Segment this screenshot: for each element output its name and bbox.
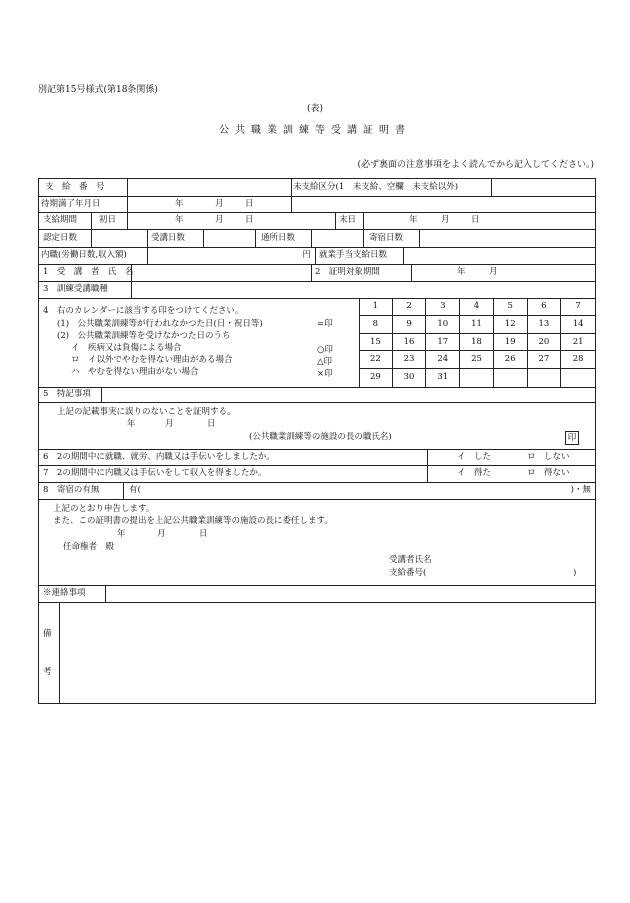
- calendar-day-cell[interactable]: 3: [426, 298, 460, 316]
- year-label: 年: [175, 199, 184, 209]
- calendar-day-cell[interactable]: 17: [426, 334, 460, 352]
- shugyo-teate-field[interactable]: [403, 247, 595, 264]
- naishoku-field[interactable]: [147, 247, 316, 264]
- label-cell: [39, 264, 132, 281]
- label-cell: [311, 264, 412, 281]
- day-label: 日: [245, 215, 254, 225]
- yen-unit: 円: [302, 250, 311, 260]
- label-cell: [39, 387, 102, 402]
- day-label: 日: [207, 419, 216, 429]
- calendar-day-cell[interactable]: 29: [359, 369, 393, 387]
- calendar-grid: [359, 298, 595, 387]
- row-naishoku: [39, 247, 595, 265]
- juko-nissu-field[interactable]: [203, 229, 256, 247]
- year-label: 年: [117, 529, 126, 539]
- label-cell: [255, 229, 312, 247]
- tokki-label: 5 特記事項: [43, 389, 91, 399]
- taiki-date-field[interactable]: [127, 196, 292, 212]
- taiki-label: 待期満了年月日: [41, 199, 101, 209]
- ninmeiken-label: 任命権者 殿: [63, 542, 115, 552]
- label-cell: [39, 482, 124, 499]
- label-cell: [39, 281, 132, 298]
- calendar-day-cell[interactable]: 16: [393, 334, 427, 352]
- instruction-note: (必ず裏面の注意事項をよく読んでから記入してください。): [357, 160, 594, 170]
- q6-answer[interactable]: [427, 449, 595, 465]
- calendar-day-cell[interactable]: 18: [460, 334, 494, 352]
- calendar-day-cell[interactable]: 12: [494, 316, 528, 334]
- triangle-mark-label: △印: [317, 357, 333, 367]
- matsujitsu-label: 末日: [339, 215, 357, 225]
- calendar-day-cell[interactable]: 23: [393, 351, 427, 369]
- jukosha-shimei-field[interactable]: [131, 264, 312, 281]
- biko-char-2: 考: [43, 667, 52, 677]
- row-renraku: [39, 585, 595, 603]
- calendar-day-cell[interactable]: 9: [393, 316, 427, 334]
- calendar-item-ro: ロ イ以外でやむを得ない理由がある場合: [71, 355, 233, 365]
- calendar-day-cell[interactable]: 26: [494, 351, 528, 369]
- shomei-taisho-field[interactable]: [411, 264, 595, 281]
- q8-answer[interactable]: [123, 482, 595, 499]
- day-label: 日: [245, 199, 254, 209]
- certification-area: [39, 402, 595, 450]
- shikyu-bango-label: 支 給 番 号: [45, 182, 105, 192]
- question-cell: [39, 465, 428, 482]
- calendar-day-cell[interactable]: 6: [528, 298, 562, 316]
- row-shikyu-kikan: [39, 212, 595, 230]
- juko-nissu-label: 受講日数: [151, 233, 186, 243]
- question-cell: [39, 449, 428, 465]
- kunren-shokushu-field[interactable]: [131, 281, 595, 298]
- month-label: 月: [215, 215, 224, 225]
- label-cell: [39, 229, 92, 247]
- jukosha-shimei-label: 1 受 講 者 氏 名: [43, 267, 134, 277]
- month-label: 月: [165, 419, 174, 429]
- certificate-form: [38, 178, 596, 704]
- calendar-day-cell[interactable]: [494, 369, 528, 387]
- declaration-line1: 上記のとおり申告します。: [53, 504, 155, 514]
- label-cell: [147, 229, 204, 247]
- calendar-day-cell[interactable]: 25: [460, 351, 494, 369]
- jukosha-name-label: 受講者氏名: [389, 555, 432, 565]
- biko-label-cell: [39, 602, 60, 703]
- seal-mark: 印: [565, 431, 579, 445]
- calendar-day-cell[interactable]: 31: [426, 369, 460, 387]
- calendar-day-cell[interactable]: [528, 369, 562, 387]
- year-label: 年: [175, 215, 184, 225]
- label-cell: [39, 179, 128, 196]
- row-tokki: [39, 387, 595, 403]
- declaration-area: [39, 499, 595, 586]
- calendar-day-cell[interactable]: 21: [561, 334, 595, 352]
- calendar-item1: (1) 公共職業訓練等が行われなかつた日(日・祝日等): [57, 319, 263, 329]
- mishikyu-label-cell: [291, 179, 492, 196]
- year-label: 年: [409, 215, 418, 225]
- calendar-day-cell[interactable]: 7: [561, 298, 595, 316]
- row-shokushu: [39, 281, 595, 299]
- q8-ari[interactable]: 有(: [129, 485, 141, 495]
- q6-option-b[interactable]: ロ しない: [527, 452, 570, 462]
- day-label: 日: [471, 215, 480, 225]
- shikyu-bango-field[interactable]: [127, 179, 292, 196]
- biko-field[interactable]: [59, 602, 595, 703]
- shikyu-bango-label: 支給番号(: [389, 568, 427, 578]
- label-cell: [39, 585, 106, 602]
- calendar-day-cell[interactable]: 19: [494, 334, 528, 352]
- row-biko: [39, 602, 595, 703]
- close-paren: ): [573, 568, 577, 578]
- equal-mark-label: =印: [317, 319, 333, 329]
- mishikyu-kubun-label: 未支給区分(1 未支給、空欄 未支給以外): [293, 182, 459, 192]
- q6-option-a[interactable]: イ した: [457, 452, 492, 462]
- mishikyu-field[interactable]: [491, 179, 595, 196]
- calendar-day-cell[interactable]: 8: [359, 316, 393, 334]
- form-number-label: 別記第15号様式(第18条関係): [38, 85, 158, 95]
- row-q8: [39, 482, 595, 500]
- calendar-day-cell[interactable]: 22: [359, 351, 393, 369]
- calendar-day-cell[interactable]: 4: [460, 298, 494, 316]
- certify-text: 上記の記載事実に誤りのないことを証明する。: [57, 407, 236, 417]
- calendar-instruction: 4 右のカレンダーに該当する印をつけてください。: [43, 306, 244, 316]
- tsusho-nissu-label: 通所日数: [261, 233, 296, 243]
- shisetsu-cho-label: (公共職業訓練等の施設の長の職氏名): [249, 432, 392, 442]
- calendar-day-cell[interactable]: 11: [460, 316, 494, 334]
- month-label: 月: [215, 199, 224, 209]
- day-label: 日: [199, 529, 208, 539]
- tsusho-nissu-field[interactable]: [311, 229, 364, 247]
- label-cell: [363, 229, 420, 247]
- calendar-section: [39, 298, 595, 388]
- calendar-item-ha: ハ やむを得ない理由がない場合: [71, 367, 199, 377]
- calendar-day-cell[interactable]: 27: [528, 351, 562, 369]
- label-cell: [39, 212, 92, 229]
- year-label: 年: [457, 267, 466, 277]
- row-q7: [39, 465, 595, 483]
- label-cell: [91, 212, 128, 229]
- month-label: 月: [489, 267, 498, 277]
- calendar-day-cell[interactable]: 1: [359, 298, 393, 316]
- month-label: 月: [441, 215, 450, 225]
- calendar-day-cell[interactable]: 14: [561, 316, 595, 334]
- kishuku-nissu-label: 寄宿日数: [369, 233, 404, 243]
- q7-option-b[interactable]: ロ 得ない: [527, 468, 570, 478]
- calendar-day-cell[interactable]: 24: [426, 351, 460, 369]
- declaration-line2: また、この証明書の提出を上記公共職業訓練等の施設の長に委任します。: [53, 516, 333, 526]
- row-shimei: [39, 264, 595, 282]
- calendar-day-cell[interactable]: 28: [561, 351, 595, 369]
- q8-nashi[interactable]: )・無: [570, 485, 591, 495]
- shomei-taisho-label: 2 証明対象期間: [315, 267, 380, 277]
- matsujitsu-date-field[interactable]: [363, 212, 595, 229]
- cross-mark-label: ×印: [317, 369, 333, 379]
- calendar-item-i: イ 疾病又は負傷による場合: [71, 343, 182, 353]
- row-nissu: [39, 229, 595, 248]
- calendar-item2: (2) 公共職業訓練等を受けなかつた日のうち: [57, 331, 231, 341]
- shikyu-kikan-label: 支給期間: [43, 215, 78, 225]
- row-taiki: [39, 196, 595, 213]
- calendar-instructions: [39, 298, 360, 387]
- calendar-day-cell[interactable]: 2: [393, 298, 427, 316]
- calendar-day-cell[interactable]: 13: [528, 316, 562, 334]
- tokki-field[interactable]: [101, 387, 595, 402]
- shugyo-teate-label: 就業手当支給日数: [319, 250, 388, 260]
- q8-label: 8 寄宿の有無: [43, 485, 100, 495]
- naishoku-label: 内職(労働日数,収入額): [41, 250, 127, 260]
- front-side-label: (表): [306, 104, 324, 114]
- kunren-shokushu-label: 3 訓練受講職種: [43, 284, 108, 294]
- calendar-day-cell[interactable]: [561, 369, 595, 387]
- calendar-day-cell[interactable]: 10: [426, 316, 460, 334]
- calendar-day-cell[interactable]: 30: [393, 369, 427, 387]
- label-cell: [315, 247, 404, 264]
- label-cell: [39, 196, 128, 212]
- nintei-nissu-label: 認定日数: [43, 233, 78, 243]
- year-label: 年: [127, 419, 136, 429]
- nintei-nissu-field[interactable]: [91, 229, 148, 247]
- label-cell: [39, 247, 148, 264]
- q7-option-a[interactable]: イ 得た: [457, 468, 492, 478]
- row-q6: [39, 449, 595, 466]
- label-cell: [335, 212, 364, 229]
- circle-mark-label: ○印: [317, 345, 333, 355]
- renraku-label: ※連絡事項: [43, 588, 86, 598]
- calendar-day-cell[interactable]: 5: [494, 298, 528, 316]
- kishuku-nissu-field[interactable]: [419, 229, 595, 247]
- page-title: 公共職業訓練等受講証明書: [219, 125, 411, 136]
- q6-text: 6 2の期間中に就職、就労、内職又は手伝いをしましたか。: [43, 452, 275, 462]
- q7-answer[interactable]: [427, 465, 595, 482]
- calendar-day-cell[interactable]: [460, 369, 494, 387]
- biko-char-1: 備: [43, 629, 52, 639]
- shonichi-label: 初日: [99, 215, 117, 225]
- shonichi-date-field[interactable]: [127, 212, 336, 229]
- row-shikyu-bango: [39, 179, 595, 197]
- calendar-day-cell[interactable]: 20: [528, 334, 562, 352]
- renraku-field[interactable]: [105, 585, 595, 602]
- month-label: 月: [157, 529, 166, 539]
- q7-text: 7 2の期間中に内職又は手伝いをして収入を得ましたか。: [43, 468, 267, 478]
- calendar-day-cell[interactable]: 15: [359, 334, 393, 352]
